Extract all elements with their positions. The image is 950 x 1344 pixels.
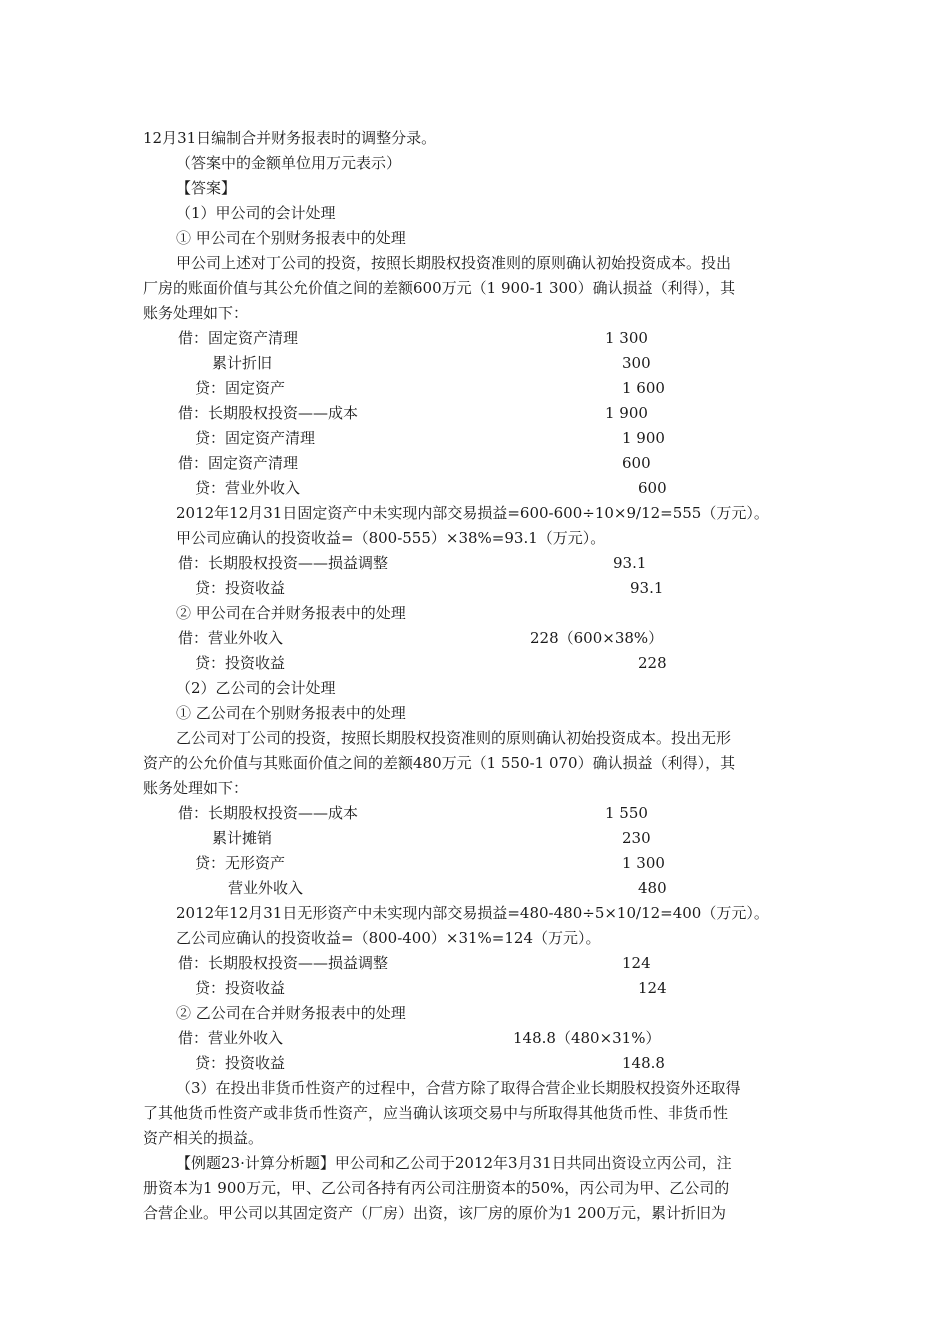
section-heading: （2）乙公司的会计处理 bbox=[176, 679, 336, 697]
entry-account: 累计折旧 bbox=[212, 354, 273, 372]
subsection-heading: ① 乙公司在个别财务报表中的处理 bbox=[176, 704, 406, 722]
text-line bbox=[0, 301, 950, 325]
text-line bbox=[0, 201, 950, 225]
journal-entry-line bbox=[0, 951, 950, 975]
journal-entry-line bbox=[0, 851, 950, 875]
text-line bbox=[0, 126, 950, 150]
entry-amount: 1 600 bbox=[622, 379, 665, 397]
journal-entry-line bbox=[0, 626, 950, 650]
journal-entry-line bbox=[0, 976, 950, 1000]
entry-account: 借：固定资产清理 bbox=[178, 329, 299, 347]
journal-entry-line bbox=[0, 451, 950, 475]
entry-amount: 600 bbox=[622, 454, 651, 472]
subsection-heading: ① 甲公司在个别财务报表中的处理 bbox=[176, 229, 406, 247]
text-line bbox=[0, 1101, 950, 1125]
text-line bbox=[0, 151, 950, 175]
text-line bbox=[0, 776, 950, 800]
subsection-heading: ② 甲公司在合并财务报表中的处理 bbox=[176, 604, 406, 622]
paragraph-text: 厂房的账面价值与其公允价值之间的差额600万元（1 900-1 300）确认损益（利得），其 bbox=[143, 279, 736, 297]
paragraph-text: 资产的公允价值与其账面价值之间的差额480万元（1 550-1 070）确认损益（利得），其 bbox=[143, 754, 736, 772]
entry-account: 贷：投资收益 bbox=[195, 579, 286, 597]
text-line bbox=[0, 1076, 950, 1100]
entry-account: 贷：投资收益 bbox=[195, 979, 286, 997]
example-question-text: 合营企业。甲公司以其固定资产（厂房）出资，该厂房的原价为1 200万元，累计折旧为 bbox=[143, 1204, 726, 1222]
text-line bbox=[0, 226, 950, 250]
paragraph-text: 资产相关的损益。 bbox=[143, 1129, 264, 1147]
entry-amount: 480 bbox=[638, 879, 667, 897]
text-line bbox=[0, 1151, 950, 1175]
paragraph-text: （3）在投出非货币性资产的过程中，合营方除了取得合营企业长期股权投资外还取得 bbox=[176, 1079, 741, 1097]
text-line bbox=[0, 1126, 950, 1150]
text-line bbox=[0, 601, 950, 625]
entry-account: 营业外收入 bbox=[228, 879, 304, 897]
subsection-heading: ② 乙公司在合并财务报表中的处理 bbox=[176, 1004, 406, 1022]
text-line bbox=[0, 251, 950, 275]
text-line bbox=[0, 701, 950, 725]
example-question-text: 【例题23·计算分析题】甲公司和乙公司于2012年3月31日共同出资设立丙公司，注 bbox=[176, 1154, 732, 1172]
text-line bbox=[0, 526, 950, 550]
entry-amount: 1 300 bbox=[605, 329, 648, 347]
entry-amount: 1 900 bbox=[622, 429, 665, 447]
entry-account: 借：长期股权投资——损益调整 bbox=[178, 554, 389, 572]
entry-amount: 228 bbox=[638, 654, 667, 672]
entry-account: 贷：投资收益 bbox=[195, 1054, 286, 1072]
journal-entry-line bbox=[0, 476, 950, 500]
text-line bbox=[0, 1176, 950, 1200]
entry-account: 借：营业外收入 bbox=[178, 629, 284, 647]
text-line bbox=[0, 276, 950, 300]
text-line bbox=[0, 1001, 950, 1025]
entry-account: 贷：无形资产 bbox=[195, 854, 286, 872]
journal-entry-line bbox=[0, 426, 950, 450]
calculation-text: 乙公司应确认的投资收益=（800-400）×31%=124（万元）。 bbox=[176, 929, 601, 947]
journal-entry-line bbox=[0, 326, 950, 350]
paragraph-text: 了其他货币性资产或非货币性资产，应当确认该项交易中与所取得其他货币性、非货币性 bbox=[143, 1104, 729, 1122]
text-line bbox=[0, 751, 950, 775]
journal-entry-line bbox=[0, 576, 950, 600]
amount-unit-note: （答案中的金额单位用万元表示） bbox=[176, 154, 402, 172]
entry-amount: 1 300 bbox=[622, 854, 665, 872]
text-line bbox=[0, 1201, 950, 1225]
calculation-text: 2012年12月31日固定资产中未实现内部交易损益=600-600÷10×9/12=555（万元）。 bbox=[176, 504, 769, 522]
journal-entry-line bbox=[0, 401, 950, 425]
text-line bbox=[0, 726, 950, 750]
journal-entry-line bbox=[0, 376, 950, 400]
entry-amount: 300 bbox=[622, 354, 651, 372]
entry-amount: 124 bbox=[638, 979, 667, 997]
text-line bbox=[0, 501, 950, 525]
entry-amount: 228（600×38%） bbox=[530, 629, 664, 647]
calculation-text: 甲公司应确认的投资收益=（800-555）×38%=93.1（万元）。 bbox=[176, 529, 606, 547]
entry-account: 借：营业外收入 bbox=[178, 1029, 284, 1047]
entry-amount: 1 550 bbox=[605, 804, 648, 822]
paragraph-text: 账务处理如下： bbox=[143, 304, 249, 322]
entry-amount: 93.1 bbox=[613, 554, 647, 572]
text-line bbox=[0, 901, 950, 925]
entry-account: 贷：固定资产 bbox=[195, 379, 286, 397]
journal-entry-line bbox=[0, 801, 950, 825]
journal-entry-line bbox=[0, 351, 950, 375]
paragraph-text: 甲公司上述对丁公司的投资，按照长期股权投资准则的原则确认初始投资成本。投出 bbox=[176, 254, 732, 272]
calculation-text: 2012年12月31日无形资产中未实现内部交易损益=480-480÷5×10/12=400（万元）。 bbox=[176, 904, 769, 922]
journal-entry-line bbox=[0, 551, 950, 575]
text-line bbox=[0, 926, 950, 950]
entry-account: 累计摊销 bbox=[212, 829, 273, 847]
text-line bbox=[0, 676, 950, 700]
entry-amount: 230 bbox=[622, 829, 651, 847]
journal-entry-line bbox=[0, 1051, 950, 1075]
text-line bbox=[0, 176, 950, 200]
journal-entry-line bbox=[0, 651, 950, 675]
paragraph-continuation: 12月31日编制合并财务报表时的调整分录。 bbox=[143, 129, 437, 147]
answer-heading: 【答案】 bbox=[176, 179, 237, 197]
entry-amount: 1 900 bbox=[605, 404, 648, 422]
entry-amount: 148.8 bbox=[622, 1054, 665, 1072]
paragraph-text: 账务处理如下： bbox=[143, 779, 249, 797]
journal-entry-line bbox=[0, 826, 950, 850]
entry-amount: 148.8（480×31%） bbox=[513, 1029, 661, 1047]
entry-account: 借：长期股权投资——成本 bbox=[178, 804, 359, 822]
journal-entry-line bbox=[0, 876, 950, 900]
entry-amount: 600 bbox=[638, 479, 667, 497]
entry-account: 贷：投资收益 bbox=[195, 654, 286, 672]
journal-entry-line bbox=[0, 1026, 950, 1050]
paragraph-text: 乙公司对丁公司的投资，按照长期股权投资准则的原则确认初始投资成本。投出无形 bbox=[176, 729, 732, 747]
entry-account: 贷：固定资产清理 bbox=[195, 429, 316, 447]
entry-amount: 93.1 bbox=[630, 579, 664, 597]
section-heading: （1）甲公司的会计处理 bbox=[176, 204, 336, 222]
example-question-text: 册资本为1 900万元，甲、乙公司各持有丙公司注册资本的50%，丙公司为甲、乙公司的 bbox=[143, 1179, 730, 1197]
entry-account: 借：长期股权投资——成本 bbox=[178, 404, 359, 422]
entry-account: 借：固定资产清理 bbox=[178, 454, 299, 472]
entry-account: 贷：营业外收入 bbox=[195, 479, 301, 497]
entry-amount: 124 bbox=[622, 954, 651, 972]
entry-account: 借：长期股权投资——损益调整 bbox=[178, 954, 389, 972]
